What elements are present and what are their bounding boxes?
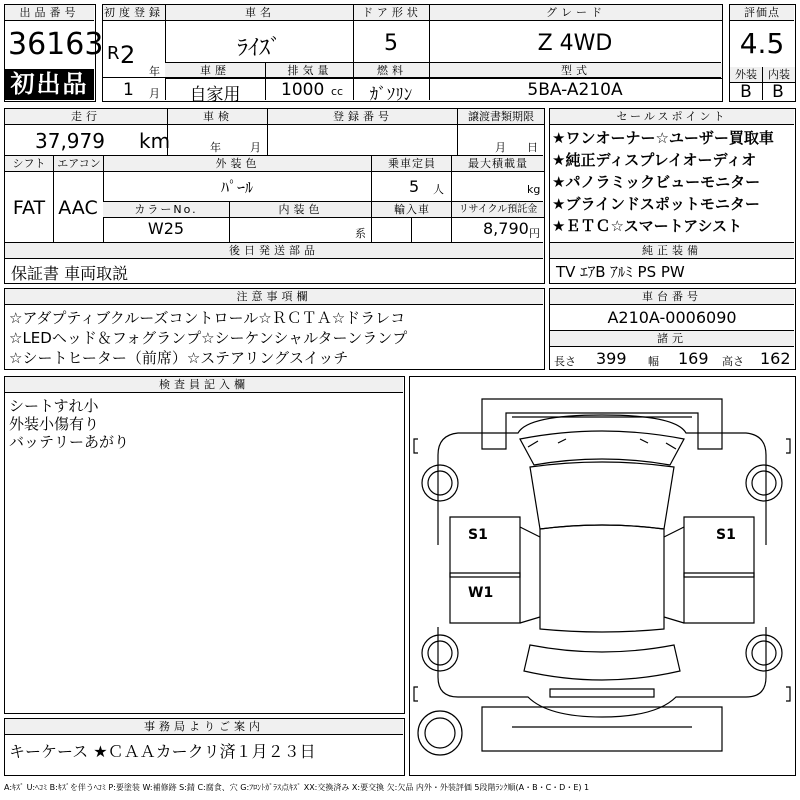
- note-line: ☆シートヒーター（前席）☆ステアリングスイッチ: [9, 349, 349, 367]
- grade-label: グレード: [429, 5, 722, 21]
- note-line: ☆アダプティブクルーズコントロール☆ＲＣＴＡ☆ドラレコ: [9, 309, 406, 327]
- int-color-label: 内装色: [229, 202, 372, 218]
- lot-label: 出品番号: [5, 5, 94, 21]
- fuel: ｶﾞｿﾘﾝ: [369, 85, 413, 105]
- shift-label: シフト: [5, 156, 53, 172]
- reg-month-unit: 月: [149, 87, 160, 100]
- inspector-line: 外装小傷有り: [9, 415, 100, 433]
- recycle-label: リサイクル預託金: [451, 202, 544, 218]
- width-label: 幅: [648, 355, 659, 368]
- capacity: 5: [409, 177, 420, 196]
- fuel-label: 燃料: [353, 63, 430, 79]
- reg-no-label: 登録番号: [267, 109, 458, 125]
- lot-number: 36163: [8, 27, 104, 62]
- tr-month-unit: 月: [495, 141, 506, 154]
- tr-day-unit: 日: [527, 141, 538, 154]
- equip-label: 純正装備: [550, 243, 794, 259]
- inspector-box: [4, 376, 405, 714]
- damage-mark: W1: [468, 585, 494, 601]
- car-name-label: 車名: [165, 5, 354, 21]
- sales-label: セールスポイント: [550, 109, 794, 125]
- mileage: 37,979: [35, 129, 105, 153]
- person-unit: 人: [433, 183, 444, 196]
- km-unit: km: [139, 129, 171, 153]
- car-diagram: [409, 376, 796, 776]
- chassis-box: [549, 288, 796, 370]
- notes-label: 注意事項欄: [5, 289, 543, 305]
- model: 5BA-A210A: [527, 80, 623, 100]
- reg-month: 1: [123, 80, 134, 100]
- sales-box: [549, 108, 796, 284]
- history: 自家用: [189, 85, 241, 105]
- office-label: 事務局よりご案内: [5, 719, 403, 735]
- sales-point: ★純正ディスプレイオーディオ: [552, 151, 757, 169]
- length-label: 長さ: [554, 355, 576, 368]
- dims-label: 諸元: [550, 331, 794, 347]
- ext-color-label: 外装色: [103, 156, 372, 172]
- car-outline-diagram: [410, 377, 794, 774]
- inspector-label: 検査員記入欄: [5, 377, 403, 393]
- color-no-label: カラーNo.: [103, 202, 229, 218]
- sales-point: ★パノラミックビューモニター: [552, 173, 761, 191]
- later-label: 後日発送部品: [5, 243, 543, 259]
- later-parts: 保証書 車両取説: [11, 264, 129, 283]
- first-listing-badge: 初出品: [5, 69, 94, 100]
- ext-color: ﾊﾟｰﾙ: [220, 178, 253, 197]
- displacement-label: 排気量: [265, 63, 354, 79]
- import-label: 輸入車: [371, 202, 452, 218]
- score: 4.5: [739, 27, 785, 60]
- color-no: W25: [147, 219, 185, 238]
- height: 162: [760, 349, 791, 368]
- reg-year-unit: 年: [149, 65, 160, 78]
- reg-year: 2: [120, 41, 136, 69]
- length: 399: [596, 349, 627, 368]
- insp-month-unit: 月: [250, 141, 261, 154]
- displacement: 1000: [281, 80, 325, 100]
- inspector-line: バッテリーあがり: [9, 433, 130, 451]
- doors: 5: [384, 31, 398, 56]
- yen-unit: 円: [529, 227, 540, 240]
- sales-point: ★ブラインドスポットモニター: [552, 195, 760, 213]
- inspection-label: 車検: [167, 109, 268, 125]
- exterior-grade: B: [740, 82, 752, 102]
- kei-unit: 系: [355, 227, 366, 240]
- office-text: キーケース ★ＣＡＡカークリ済１月２３日: [9, 742, 316, 761]
- capacity-label: 乗車定員: [371, 156, 452, 172]
- ac-label: エアコン: [53, 156, 104, 172]
- shift: FAT: [12, 197, 46, 219]
- score-label: 評価点: [730, 5, 794, 21]
- insp-year-unit: 年: [210, 141, 221, 154]
- chassis-number: A210A-0006090: [607, 308, 737, 327]
- load-label: 最大積載量: [451, 156, 544, 172]
- grade: Z 4WD: [537, 31, 613, 56]
- transfer-label: 譲渡書類期限: [457, 109, 544, 125]
- interior-grade: B: [772, 82, 784, 102]
- width: 169: [678, 349, 709, 368]
- car-name: ﾗｲｽﾞ: [236, 36, 281, 61]
- sales-point: ★ＥＴＣ☆スマートアシスト: [552, 217, 743, 235]
- notes-box: [4, 288, 545, 370]
- note-line: ☆LEDヘッド＆フォグランプ☆シーケンシャルターンランプ: [9, 329, 408, 347]
- chassis-label: 車台番号: [550, 289, 794, 305]
- ac: AAC: [58, 197, 98, 219]
- doors-label: ドア形状: [353, 5, 430, 21]
- vehicle-header: [102, 4, 723, 105]
- office-box: [4, 718, 405, 776]
- lot-box: [4, 4, 104, 102]
- damage-mark: S1: [468, 527, 488, 543]
- equipment: TV ｴｱB ｱﾙﾐ PS PW: [556, 263, 685, 281]
- sales-point: ★ワンオーナー☆ユーザー買取車: [552, 129, 774, 147]
- exterior-label: 外装: [730, 67, 762, 83]
- spec-box: [4, 108, 545, 284]
- kg-unit: kg: [527, 183, 541, 196]
- interior-label: 内装: [762, 67, 795, 83]
- history-label: 車歴: [165, 63, 265, 79]
- inspector-line: シートすれ小: [9, 397, 99, 415]
- legend: A:ｷｽﾞ U:ﾍｺﾐ B:ｷｽﾞを伴うﾍｺﾐ P:要塗装 W:補修跡 S:錆 C:腐食、穴 G:ﾌﾛﾝﾄｶﾞﾗｽ点ｷｽﾞ XX:交換済み X:要交換 欠:欠品 内外・外装評価 5段階ﾗﾝｸ順(A・B・C・D・E) 1: [4, 783, 590, 792]
- first-reg-label: 初度登録: [104, 6, 164, 19]
- era: R: [107, 43, 120, 64]
- mileage-label: 走行: [5, 109, 167, 125]
- recycle: 8,790: [483, 219, 529, 238]
- model-label: 型式: [429, 63, 722, 79]
- cc-unit: cc: [331, 85, 344, 98]
- damage-mark: S1: [716, 527, 736, 543]
- height-label: 高さ: [722, 355, 744, 368]
- score-box: [729, 4, 796, 102]
